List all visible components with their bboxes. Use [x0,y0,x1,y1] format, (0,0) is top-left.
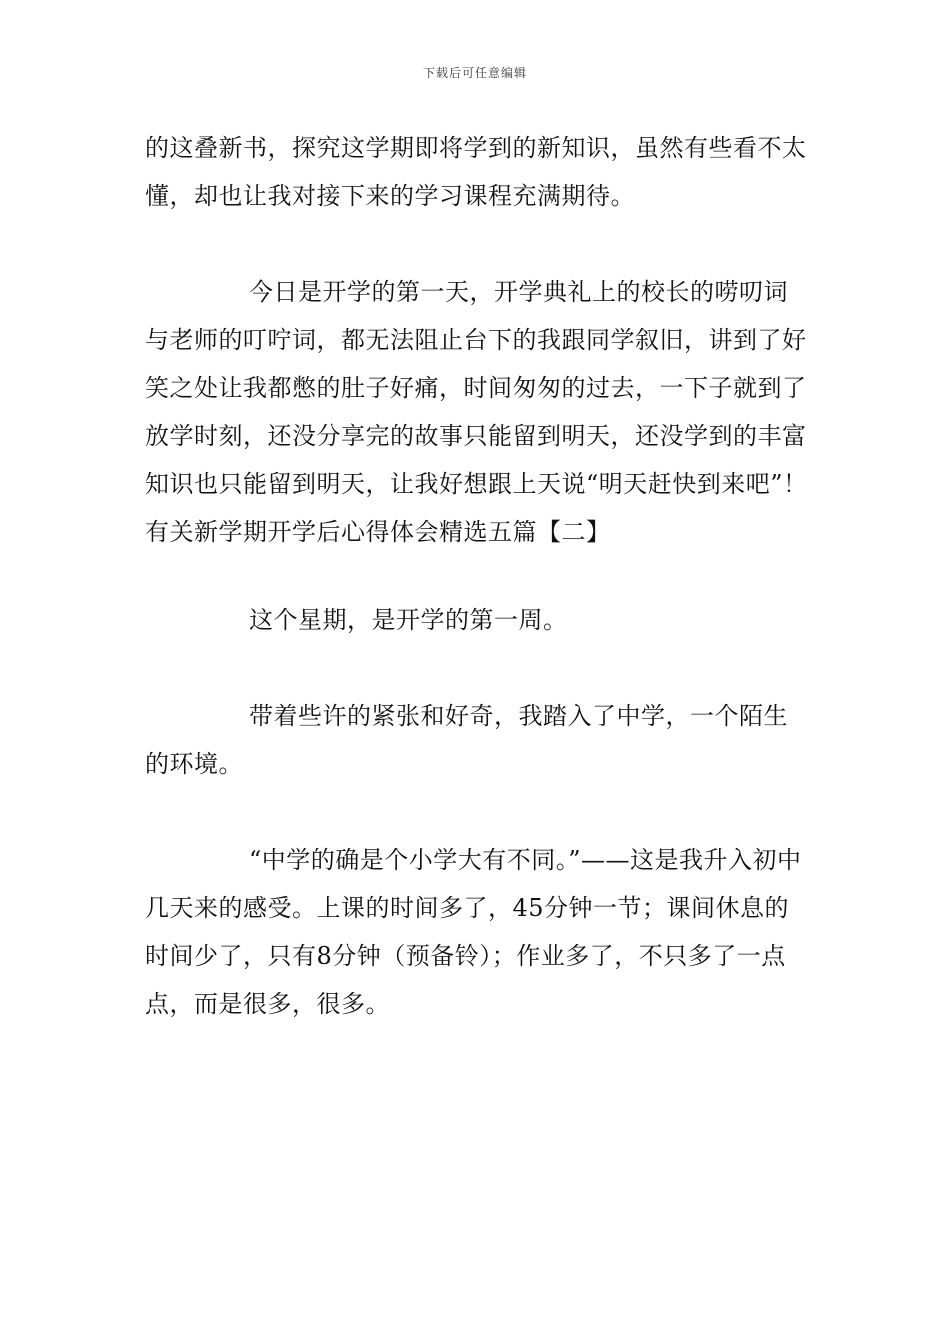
paragraph-first-week: 这个星期，是开学的第一周。 [249,606,568,634]
section-heading: 有关新学期开学后心得体会精选五篇【二】 [145,518,611,546]
paragraph-continuation: 的这叠新书，探究这学期即将学到的新知识，虽然有些看不太懂，却也让我对接下来的学习课程充满期待。 [145,134,807,210]
paragraph-first-day: 今日是开学的第一天，开学典礼上的校长的唠叨词与老师的叮咛词，都无法阻止台下的我跟同学叙旧，讲到了好笑之处让我都憋的肚子好痛，时间匆匆的过去，一下子就到了放学时刻，还没分享完的故事只能留到明天，还没学到的丰富知识也只能留到明天，让我好想跟上天说“明天赶快到来吧”！ [145,278,808,498]
paragraph-middle-school: “中学的确是个小学大有不同。”——这是我升入初中几天来的感受。上课的时间多了，45分钟一节；课间休息的时间少了，只有8分钟（预备铃）；作业多了，不只多了一点点，而是很多，很多。 [145,846,802,1018]
page-header: 下载后可任意编辑 [422,66,527,80]
document-body [145,124,810,1028]
paragraph-new-environment: 带着些许的紧张和好奇，我踏入了中学，一个陌生的环境。 [145,702,788,778]
